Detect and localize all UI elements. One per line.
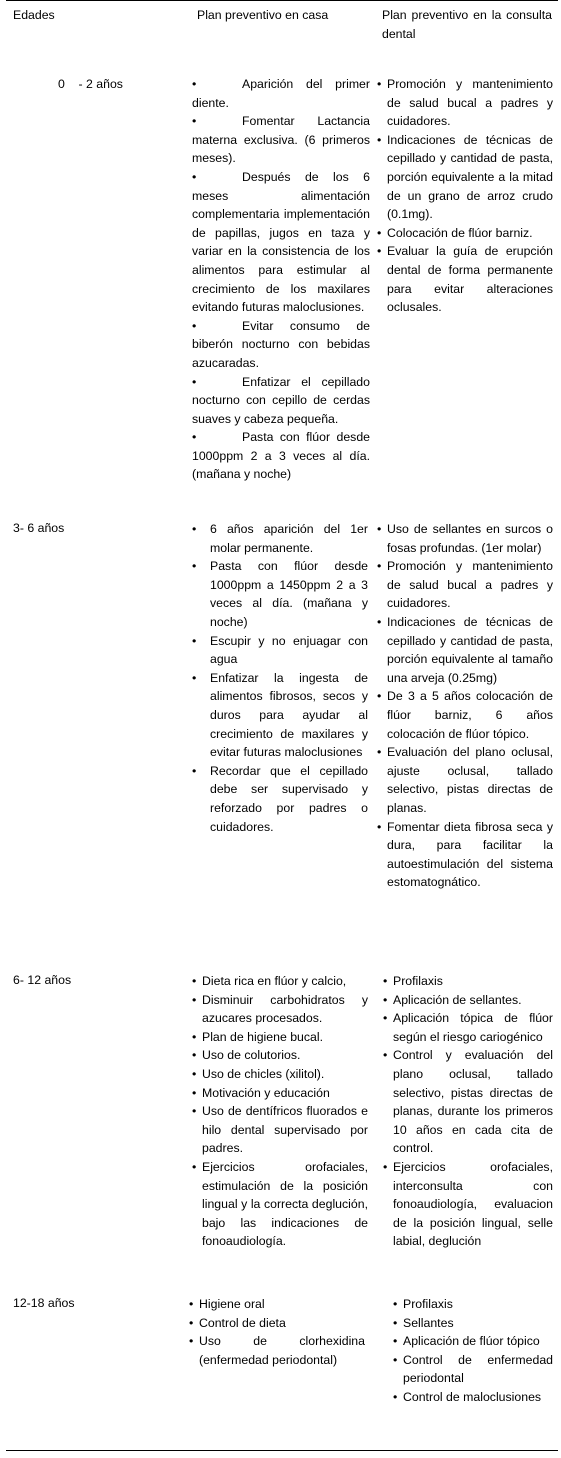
list-item: • Higiene oral (189, 1295, 365, 1314)
bullet-icon: • (377, 132, 382, 147)
list-item: • Aparición del primer diente. (192, 77, 370, 110)
list-item: • Uso de sellantes en surcos o fosas profundas. (1er molar) (377, 522, 553, 555)
list-item: • Profilaxis (393, 1295, 553, 1314)
bullet-icon: • (377, 244, 382, 259)
list-item: • Fomentar Lactancia materna exclusiva. (6 primeros meses). (192, 114, 370, 166)
list-item: • Recordar que el cepillado debe ser supervisado y reforzado por padres o cuidadores. (192, 763, 368, 834)
bullet-icon: • (383, 974, 388, 988)
list-item: • Evitar consumo de biberón nocturno con bebidas azucaradas. (192, 318, 370, 370)
header-edades: Edades (13, 8, 55, 22)
list-item: • Evaluación del plano oclusal, ajuste oclusal, tallado selectivo, pistas directas de planas. (377, 745, 553, 815)
bullet-icon: • (393, 1315, 398, 1330)
list-item: • Aplicación tópica de flúor según el riesgo cariogénico (383, 1011, 553, 1044)
list-item: • Colocación de flúor barniz. (377, 224, 553, 243)
home-plan-12-18 (189, 1295, 365, 1369)
list-item: • Dieta rica en flúor y calcio, (192, 972, 368, 991)
bullet-icon: • (192, 374, 197, 389)
list-item: • Ejercicios orofaciales, interconsulta con fonoaudiología, evaluacion de la posición lingual, selle labial, deglución (383, 1159, 553, 1249)
home-plan-0-2 (192, 75, 370, 484)
list-item: • Enfatizar el cepillado nocturno con cepillo de cerdas suaves y cabeza pequeña. (192, 374, 370, 426)
clinic-plan-0-2 (377, 75, 553, 317)
list-item: • Ejercicios orofaciales, estimulación de la posición lingual y la correcta deglución, bajo las indicaciones de fonoaudiología. (192, 1159, 368, 1249)
clinic-plan-3-6 (377, 520, 553, 892)
bullet-icon: • (377, 522, 382, 536)
list-item: • Aplicación de flúor tópico (393, 1332, 553, 1351)
table-bottom-rule (6, 1450, 558, 1451)
bullet-icon: • (192, 1066, 197, 1081)
bullet-icon: • (377, 614, 382, 629)
age-12-18: 12-18 años (13, 1296, 75, 1310)
list-item: • Control de maloclusiones (393, 1388, 553, 1407)
bullet-icon: • (383, 1159, 388, 1174)
bullet-icon: • (192, 974, 197, 988)
list-item: • Uso de colutorios. (192, 1046, 368, 1065)
table-top-rule (6, 0, 558, 1)
list-item: • Aplicación de sellantes. (383, 991, 553, 1010)
bullet-icon: • (192, 169, 197, 184)
bullet-icon: • (192, 1104, 197, 1119)
bullet-icon: • (393, 1352, 398, 1367)
bullet-icon: • (192, 763, 197, 778)
home-plan-3-6 (192, 520, 368, 836)
list-item: • Enfatizar la ingesta de alimentos fibrosos, secos y duros para ayudar al crecimiento de maxilares y evitar futuras maloclusiones (192, 670, 368, 760)
bullet-icon: • (192, 559, 197, 574)
bullet-icon: • (192, 114, 197, 129)
bullet-icon: • (393, 1334, 398, 1349)
bullet-icon: • (393, 1389, 398, 1404)
bullet-icon: • (192, 77, 197, 91)
list-item: • Escupir y no enjuagar con agua (192, 633, 368, 667)
list-item: • Plan de higiene bucal. (192, 1028, 368, 1047)
header-clinic-plan: Plan preventivo en la consulta dental (382, 8, 552, 41)
list-item: • Profilaxis (383, 972, 553, 991)
bullet-icon: • (377, 225, 382, 240)
clinic-plan-12-18 (393, 1295, 553, 1407)
bullet-icon: • (192, 430, 197, 445)
bullet-icon: • (192, 1048, 197, 1063)
list-item: • Después de los 6 meses alimentación complementaria implementación de papillas, jugos en taza y variar en la consistencia de los alimentos para estimular al crecimiento de los maxilares evitando futuras maloclusiones. (192, 169, 370, 315)
bullet-icon: • (192, 522, 197, 536)
clinic-plan-6-12 (383, 972, 553, 1251)
header-home-plan: Plan preventivo en casa (197, 8, 329, 22)
list-item: • Pasta con flúor desde 1000ppm 2 a 3 veces al día. (mañana y noche) (192, 430, 370, 482)
bullet-icon: • (192, 1029, 197, 1044)
bullet-icon: • (189, 1334, 194, 1349)
bullet-icon: • (192, 992, 197, 1007)
list-item: • Uso de dentífricos fluorados e hilo dental supervisado por padres. (192, 1104, 368, 1156)
bullet-icon: • (383, 1011, 388, 1026)
age-3-6: 3- 6 años (13, 521, 65, 535)
list-item: • Evaluar la guía de erupción dental de forma permanente para evitar alteraciones oclusales. (377, 244, 553, 315)
list-item: • Control de enfermedad periodontal (393, 1352, 553, 1386)
bullet-icon: • (192, 633, 197, 648)
list-item: • Fomentar dieta fibrosa seca y dura, para facilitar la autoestimulación del sistema estomatognático. (377, 819, 553, 890)
list-item: • Indicaciones de técnicas de cepillado y cantidad de pasta, porción equivalente al tamaño una arveja (0.25mg) (377, 614, 553, 685)
bullet-icon: • (393, 1297, 398, 1311)
bullet-icon: • (192, 670, 197, 685)
list-item: • De 3 a 5 años colocación de flúor barniz, 6 años colocación de flúor tópico. (377, 689, 553, 741)
bullet-icon: • (383, 1048, 388, 1063)
bullet-icon: • (377, 745, 382, 760)
bullet-icon: • (192, 1085, 197, 1100)
list-item: • Promoción y mantenimiento de salud bucal a padres y cuidadores. (377, 77, 553, 129)
bullet-icon: • (377, 559, 382, 574)
bullet-icon: • (377, 819, 382, 834)
list-item: • Disminuir carbohidratos y azucares procesados. (192, 992, 368, 1026)
bullet-icon: • (189, 1297, 194, 1311)
list-item: • Promoción y mantenimiento de salud bucal a padres y cuidadores. (377, 559, 553, 611)
bullet-icon: • (377, 77, 382, 91)
bullet-icon: • (189, 1315, 194, 1330)
home-plan-6-12 (192, 972, 368, 1251)
list-item: • Pasta con flúor desde 1000ppm a 1450ppm 2 a 3 veces al día. (mañana y noche) (192, 559, 368, 629)
age-6-12: 6- 12 años (13, 973, 72, 987)
bullet-icon: • (192, 318, 197, 333)
bullet-icon: • (192, 1159, 197, 1174)
list-item: • Uso de clorhexidina (enfermedad periodontal) (189, 1334, 365, 1367)
list-item: • Indicaciones de técnicas de cepillado y cantidad de pasta, porción equivalente a la mitad de un grano de arroz crudo (0.1mg). (377, 132, 553, 222)
list-item: • 6 años aparición del 1er molar permanente. (192, 522, 368, 555)
bullet-icon: • (383, 992, 388, 1007)
list-item: • Motivación y educación (192, 1084, 368, 1103)
list-item: • Sellantes (393, 1314, 553, 1333)
list-item: • Control de dieta (189, 1314, 365, 1333)
age-0-2: 0 - 2 años (58, 77, 123, 91)
list-item: • Uso de chicles (xilitol). (192, 1065, 368, 1084)
list-item: • Control y evaluación del plano oclusal, tallado selectivo, pistas directas de planas, durante los primeros 10 años en cada cita de control. (383, 1048, 553, 1156)
bullet-icon: • (377, 689, 382, 704)
